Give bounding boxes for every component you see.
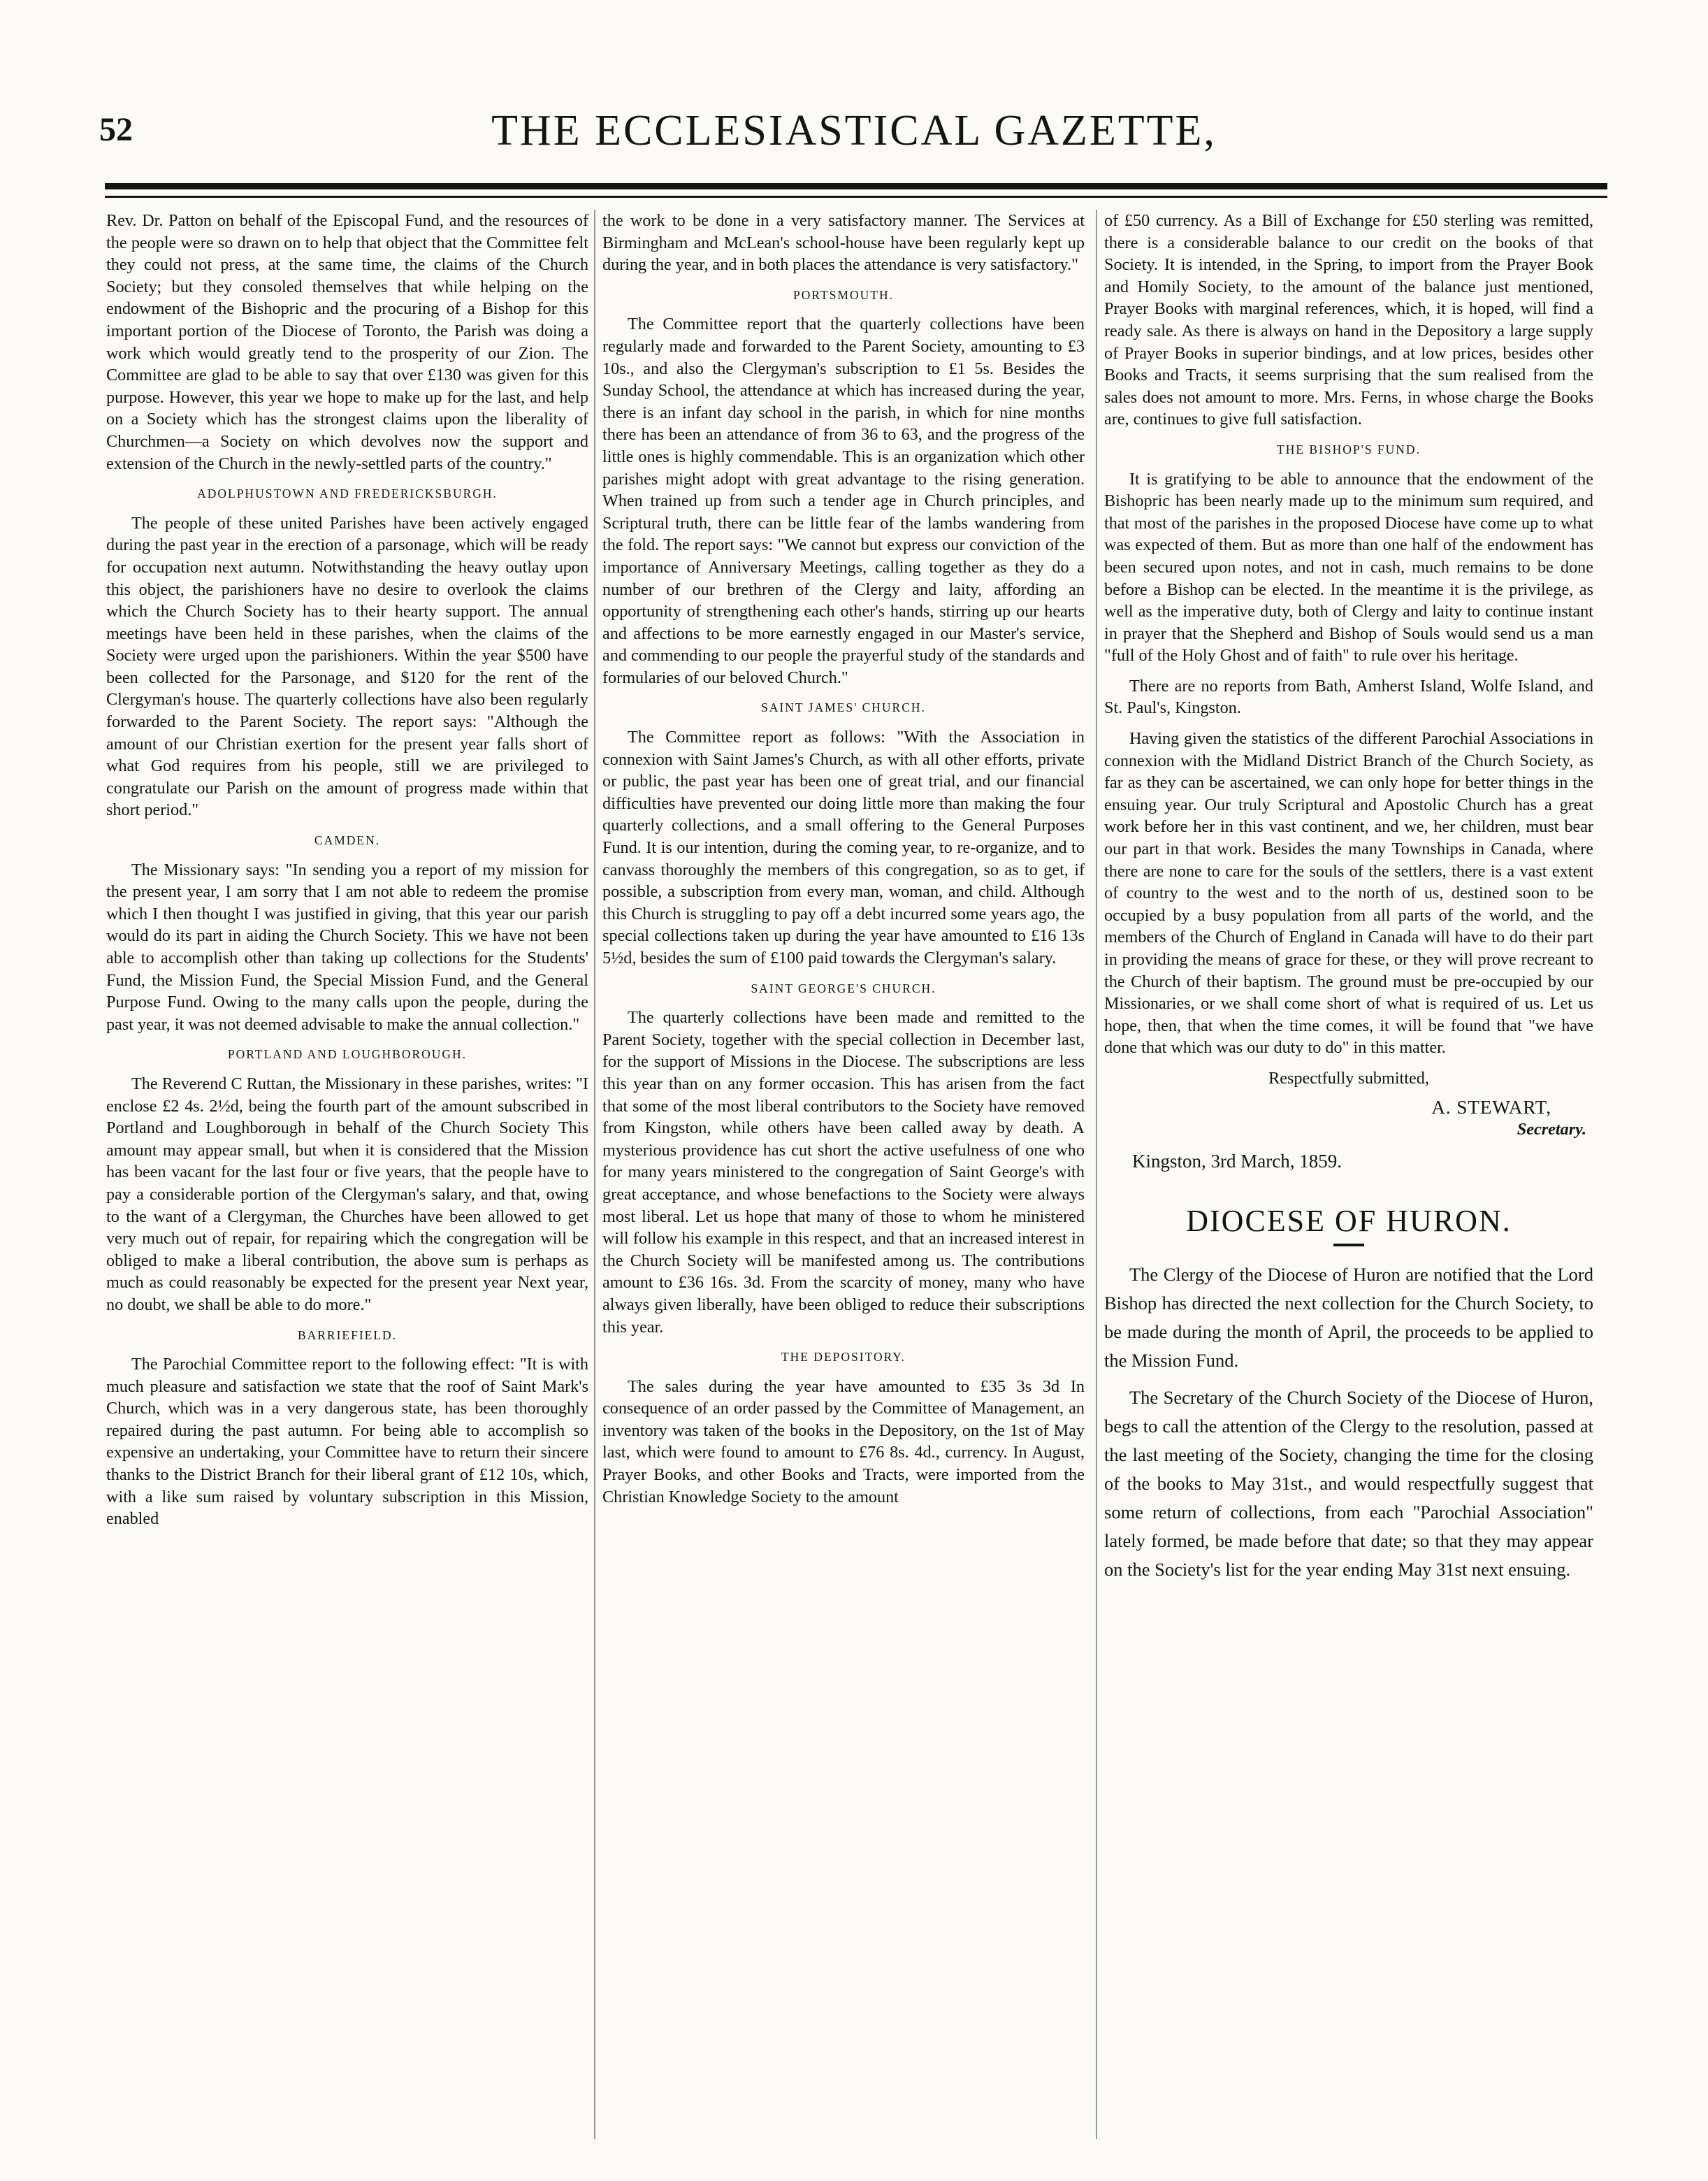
section-title: DIOCESE OF HURON.: [1186, 1204, 1512, 1239]
page-number: 52: [99, 111, 133, 148]
signoff: Respectfully submitted,: [1268, 1068, 1429, 1088]
paragraph: The Secretary of the Church Society of the Diocese of Huron, begs to call the attention of the Clergy to the resolution, passed at the last meeting of the Society, changing the time for the closing of the books to May 31st., and would respectfully suggest that some return of collections, from each "Parochial Association" lately formed, be made before that date; so that they may appear on the Society's list for the year ending May 31st next ensuing.: [1104, 1386, 1593, 1580]
column-3: [1104, 210, 1593, 2139]
section-heading: ADOLPHUSTOWN AND FREDERICKSBURGH.: [197, 487, 498, 501]
section-heading: CAMDEN.: [314, 833, 381, 848]
paragraph: The Clergy of the Diocese of Huron are notified that the Lord Bishop has directed the next collection for the Church Society, to be made during the month of April, the proceeds to be applied to the Mission Fund.: [1104, 1263, 1593, 1371]
column-1: [106, 210, 588, 2139]
paragraph: Rev. Dr. Patton on behalf of the Episcopal Fund, and the resources of the people were so drawn on to help that object that the Committee felt they could not press, at the same time, the claims of the Church Society; but they consoled themselves that while helping on the endowment of the Bishopric and the procuring of a Bishop for this important portion of the Diocese of Toronto, the Parish was doing a work which would greatly tend to the prosperity of our Zion. The Committee are glad to be able to say that over £130 was given for this purpose. However, this year we hope to make up for the last, and help on a Society which has the strongest claims upon the liberality of Churchmen—a Society on which devolves now the support and extension of the Church in the newly-settled parts of the country.": [106, 211, 588, 473]
paragraph: The Committee report as follows: "With the Association in connexion with Saint James's Church, as with all other efforts, private or public, the past year has been one of great trial, and our financial difficulties have prevented our doing little more than making the four quarterly collections, and a small offering to the General Purposes Fund. It is our intention, during the coming year, to re-organize, and to canvass thoroughly the members of this congregation, so as to get, if possible, a subscription from every man, woman, and child. Although this Church is struggling to pay off a debt incurred some years ago, the special collections taken up during the year have amounted to £16 13s 5½d, besides the sum of £100 paid towards the Clergyman's salary.: [602, 728, 1085, 967]
title-dash: [1333, 1244, 1364, 1246]
section-heading: SAINT GEORGE'S CHURCH.: [751, 981, 936, 995]
column-2: [602, 210, 1085, 2139]
section-heading: PORTLAND AND LOUGHBOROUGH.: [227, 1047, 468, 1062]
paragraph: The Reverend C Ruttan, the Missionary in these parishes, writes: "I enclose £2 4s. 2½d, being the fourth part of the amount subscribed in Portland and Loughborough in behalf of the Church Society This amount may appear small, but when it is considered that the Mission has been vacant for the last four or five years, that the people have to pay a considerable portion of the Clergyman's salary, and that, owing to the want of a Clergyman, the Churches have been allowed to get very much out of repair, for repairing which the congregation will be obliged to make a liberal contribution, the above sum is perhaps as much as could reasonably be expected for the present year Next year, no doubt, we shall be able to do more.": [106, 1074, 588, 1314]
header-rule-thin: [105, 196, 1607, 198]
paragraph: The people of these united Parishes have been actively engaged during the past year in the erection of a parsonage, which will be ready for occupation next autumn. Notwithstanding the heavy outlay upon this object, the parishioners have no desire to overlook the claims which the Church Society has to their hearty support. The annual meetings have been held in these parishes, when the claims of the Society were urged upon the parishioners. Within the year $500 have been collected for the Parsonage, and $120 for the rent of the Clergyman's house. The quarterly collections have also been regularly forwarded to the Parent Society. The report says: "Although the amount of our Christian exertion for the present year falls short of what God requires from his people, still we are privileged to congratulate our Parish on the amount of progress made within that short period.": [106, 513, 588, 820]
paragraph: There are no reports from Bath, Amherst Island, Wolfe Island, and St. Paul's, Kingston.: [1104, 676, 1593, 718]
section-heading: THE DEPOSITORY.: [781, 1350, 906, 1365]
paragraph: Having given the statistics of the different Parochial Associations in connexion with the Midland District Branch of the Church Society, as far as they can be ascertained, we can only hope for better things in the ensuing year. Our truly Scriptural and Apostolic Church has a great work before her in this vast continent, and we, her children, must bear our part in that work. Besides the many Townships in Canada, where there are none to care for the souls of the settlers, there is a vast extent of country to the west and to the north of us, destined soon to be occupied by a busy population from all parts of the world, and the members of the Church of England in Canada will have to do their part in providing the means of grace for these, or they will prove recreant to the Church of their baptism. The ground must be pre-occupied by our Missionaries, or we shall come short of what is required of us. Let us hope, then, that when the time comes, it will be found that "we have done that which was our duty to do" in this matter.: [1104, 729, 1593, 1058]
paragraph: The sales during the year have amounted to £35 3s 3d In consequence of an order passed by the Committee of Management, an inventory was taken of the books in the Depository, on the 1st of May last, which were found to amount to £76 8s. 4d., currency. In August, Prayer Books, and other Books and Tracts, were imported from the Christian Knowledge Society to the amount: [602, 1376, 1085, 1506]
column-divider: [594, 210, 595, 2139]
paragraph: the work to be done in a very satisfactory manner. The Services at Birmingham and McLean's school-house have been regularly kept up during the year, and in both places the attendance is very satisfactory.": [602, 211, 1085, 275]
column-divider: [1096, 210, 1097, 2139]
section-heading: PORTSMOUTH.: [793, 287, 894, 302]
paragraph: The Committee report that the quarterly collections have been regularly made and forwarded to the Parent Society, amounting to £3 10s., and also the Clergyman's subscription to £1 5s. Besides the Sunday School, the attendance at which has increased during the year, there is an infant day school in the parish, in which for nine months there has been an attendance of from 36 to 63, and the progress of the little ones is highly commendable. This is an organization which other parishes might adopt with great advantage to the rising generation. When trained up from such a tender age in Church principles, and Scriptural truth, there can be little fear of the lambs wandering from the fold. The report says: "We cannot but express our conviction of the importance of Anniversary Meetings, calling together as they do a number of our brethren of the Clergy and laity, affording an opportunity of strengthening each other's hands, stirring up our hearts and affections to be more earnestly engaged in our Master's service, and commending to our people the prayerful study of the standards and formularies of our beloved Church.": [602, 315, 1085, 687]
section-heading: THE BISHOP'S FUND.: [1277, 442, 1421, 456]
dateline: Kingston, 3rd March, 1859.: [1132, 1150, 1342, 1172]
section-heading: BARRIEFIELD.: [297, 1327, 398, 1342]
section-heading: SAINT JAMES' CHURCH.: [761, 700, 926, 715]
paragraph: The quarterly collections have been made and remitted to the Parent Society, together with the special collection in December last, for the support of Missions in the Diocese. The subscriptions are less this year than on any former occasion. This has arisen from the fact that some of the most liberal contributors to the Society have removed from Kingston, while others have been called away by death. A mysterious providence has cut short the active usefulness of one who for many years ministered to the congregation of Saint George's with great acceptance, and whose benefactions to the Society were always most liberal. Let us hope that many of those to whom he ministered will follow his example in this respect, and that an increased interest in the Church Society will be manifested among us. The contributions amount to £36 16s. 3d. From the scarcity of money, many who have always given liberally, have been obliged to reduce their subscriptions this year.: [602, 1008, 1085, 1337]
masthead-title: THE ECCLESIASTICAL GAZETTE,: [491, 107, 1217, 154]
signer-title: Secretary.: [1517, 1120, 1586, 1139]
paragraph: of £50 currency. As a Bill of Exchange for £50 sterling was remitted, there is a considerable balance to our credit on the books of that Society. It is intended, in the Spring, to import from the Prayer Book and Homily Society, to the amount of the balance just mentioned, Prayer Books with marginal references, which, it is hoped, will find a ready sale. As there is always on hand in the Depository a large supply of Prayer Books in superior bindings, and at low prices, besides other Books and Tracts, it seems surprising that the sum realised from the sales does not amount to more. Mrs. Ferns, in whose charge the Books are, continues to give full satisfaction.: [1104, 211, 1593, 429]
paragraph: The Missionary says: "In sending you a report of my mission for the present year, I am sorry that I am not able to redeem the promise which I then thought I was justified in giving, that this year our parish would do its part in aiding the Church Society. This we have not been able to accomplish other than taking up collections for the Students' Fund, the Mission Fund, the Special Mission Fund, and the General Purpose Fund. Owing to the many calls upon the people, during the past year, it was not deemed advisable to make the annual collection.": [106, 860, 588, 1034]
signer-name: A. STEWART,: [1431, 1096, 1551, 1118]
paragraph: The Parochial Committee report to the following effect: "It is with much pleasure and satisfaction we state that the roof of Saint Mark's Church, which was in a very dangerous state, has been thoroughly repaired during the past autumn. For being able to accomplish so expensive an undertaking, your Committee have to return their sincere thanks to the District Branch for their liberal grant of £12 10s, which, with a like sum raised by voluntary subscription in this Mission, enabled: [106, 1355, 588, 1529]
paragraph: It is gratifying to be able to announce that the endowment of the Bishopric has been nearly made up to the minimum sum required, and that most of the parishes in the proposed Diocese have come up to what was expected of them. But as more than one half of the endowment has been secured upon notes, and not in cash, much remains to be done before a Bishop can be elected. In the meantime it is the privilege, as well as the imperative duty, both of Clergy and laity to continue instant in prayer that the Shepherd and Bishop of Souls would send us a man "full of the Holy Ghost and of faith" to rule over his heritage.: [1104, 469, 1593, 665]
header-rule-thick: [105, 183, 1607, 189]
